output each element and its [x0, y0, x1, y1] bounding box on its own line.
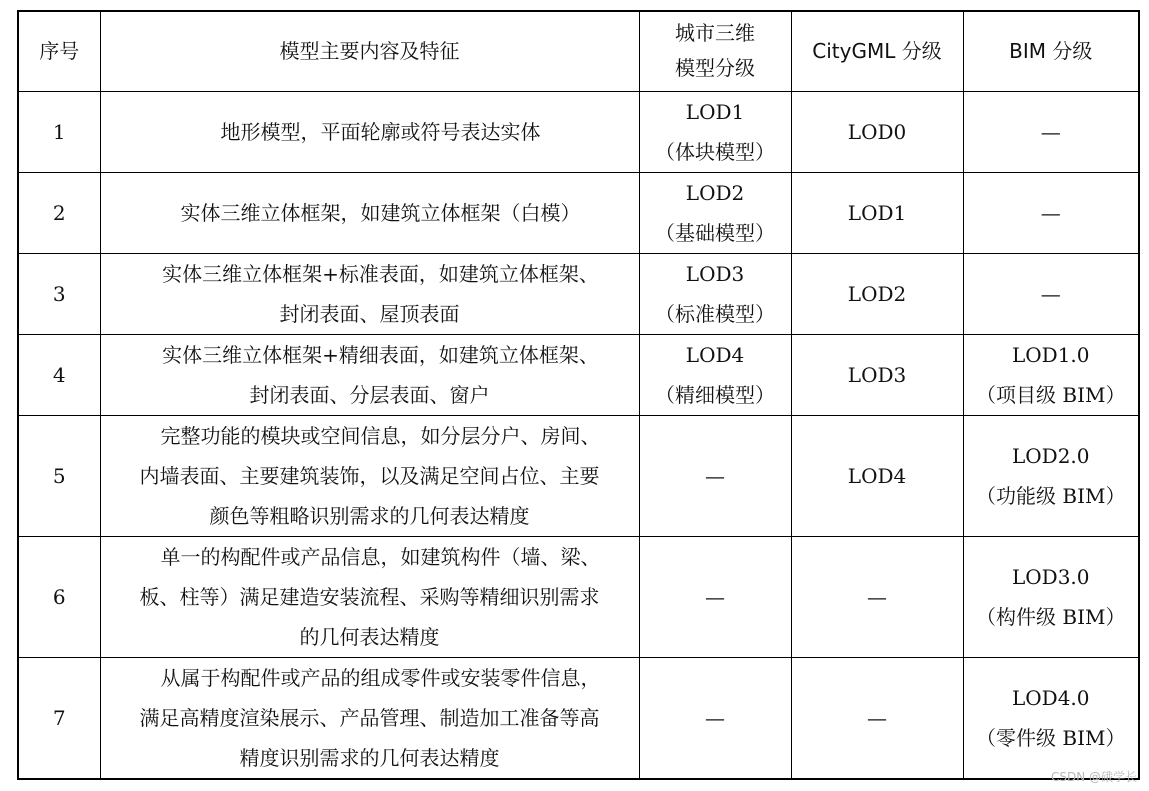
row-index-cell: 3: [18, 253, 100, 334]
row-city3d-cell: [639, 172, 791, 253]
header-index: 序号: [18, 11, 100, 91]
row-city3d-cell-line: （精细模型）: [655, 382, 775, 407]
row-citygml-cell: —: [791, 536, 963, 657]
header-content: 模型主要内容及特征: [100, 11, 639, 91]
content-line: 内墙表面、主要建筑装饰，以及满足空间占位、主要: [139, 463, 600, 488]
row-city3d-cell-line: LOD2: [685, 180, 745, 205]
table-row: [18, 91, 1139, 172]
content-line: 地形模型，平面轮廓或符号表达实体: [220, 119, 541, 144]
content-line: 的几何表达精度: [299, 624, 440, 649]
content-line: 封闭表面、屋顶表面: [279, 301, 460, 326]
row-content-cell: [100, 91, 639, 172]
row-bim-cell: [963, 334, 1139, 415]
header-city3d: [639, 11, 791, 91]
row-city3d-cell: [639, 91, 791, 172]
row-bim-cell-line: （项目级 BIM）: [976, 382, 1126, 407]
row-city3d-cell: —: [639, 657, 791, 779]
row-city3d-cell-line: （体块模型）: [655, 139, 775, 164]
row-bim-cell-line: （构件级 BIM）: [976, 604, 1126, 629]
row-bim-cell: —: [963, 253, 1139, 334]
header-city3d-line: 城市三维: [675, 21, 755, 46]
row-city3d-cell-line: （标准模型）: [655, 301, 775, 326]
row-city3d-cell-line: （基础模型）: [655, 220, 775, 245]
content-line: 满足高精度渲染展示、产品管理、制造加工准备等高: [139, 705, 600, 730]
row-content-cell: [100, 253, 639, 334]
content-line: 实体三维立体框架+精细表面，如建筑立体框架、: [162, 342, 599, 367]
row-bim-cell: —: [963, 91, 1139, 172]
content-line: 实体三维立体框架+标准表面，如建筑立体框架、: [162, 261, 599, 286]
row-city3d-cell: —: [639, 415, 791, 536]
row-citygml-cell: LOD3: [791, 334, 963, 415]
row-city3d-cell: [639, 334, 791, 415]
table-row: [18, 334, 1139, 415]
row-bim-cell-line: （功能级 BIM）: [976, 483, 1126, 508]
header-city3d-line: 模型分级: [675, 56, 755, 81]
row-content-cell: [100, 657, 639, 779]
row-index-cell: 5: [18, 415, 100, 536]
content-line: 从属于构配件或产品的组成零件或安装零件信息，: [160, 665, 601, 690]
row-content-cell: [100, 172, 639, 253]
content-line: 实体三维立体框架，如建筑立体框架（白模）: [180, 200, 581, 225]
header-row: [18, 11, 1139, 91]
row-citygml-cell: —: [791, 657, 963, 779]
row-city3d-cell-line: LOD1: [685, 99, 745, 124]
content-line: 颜色等粗略识别需求的几何表达精度: [209, 503, 530, 528]
row-city3d-cell: [639, 253, 791, 334]
header-bim: BIM 分级: [963, 11, 1139, 91]
row-city3d-cell-line: LOD3: [685, 261, 745, 286]
row-citygml-cell: LOD1: [791, 172, 963, 253]
lod-comparison-table: [17, 10, 1140, 780]
table-row: [18, 253, 1139, 334]
row-index-cell: 6: [18, 536, 100, 657]
row-bim-cell-line: LOD2.0: [1011, 443, 1090, 468]
row-bim-cell: [963, 657, 1139, 779]
table-row: [18, 657, 1139, 779]
row-content-cell: [100, 415, 639, 536]
row-city3d-cell: —: [639, 536, 791, 657]
row-bim-cell-line: （零件级 BIM）: [976, 725, 1126, 750]
row-citygml-cell: LOD4: [791, 415, 963, 536]
content-line: 板、柱等）满足建造安装流程、采购等精细识别需求: [139, 584, 600, 609]
row-content-cell: [100, 536, 639, 657]
content-line: 精度识别需求的几何表达精度: [239, 745, 500, 770]
content-line: 单一的构配件或产品信息，如建筑构件（墙、梁、: [160, 544, 601, 569]
row-bim-cell: [963, 415, 1139, 536]
content-line: 封闭表面、分层表面、窗户: [249, 382, 490, 407]
content-line: 完整功能的模块或空间信息，如分层分户、房间、: [160, 423, 601, 448]
row-index-cell: 4: [18, 334, 100, 415]
row-bim-cell: [963, 536, 1139, 657]
row-bim-cell-line: LOD3.0: [1011, 564, 1090, 589]
row-citygml-cell: LOD0: [791, 91, 963, 172]
row-index-cell: 2: [18, 172, 100, 253]
row-index-cell: 1: [18, 91, 100, 172]
watermark: CSDN @硪学长: [1050, 770, 1137, 784]
row-index-cell: 7: [18, 657, 100, 779]
row-bim-cell: —: [963, 172, 1139, 253]
row-bim-cell-line: LOD1.0: [1011, 342, 1090, 367]
row-city3d-cell-line: LOD4: [685, 342, 745, 367]
table-row: [18, 415, 1139, 536]
table-body: [18, 91, 1139, 779]
table-row: [18, 536, 1139, 657]
row-citygml-cell: LOD2: [791, 253, 963, 334]
table-row: [18, 172, 1139, 253]
row-content-cell: [100, 334, 639, 415]
header-citygml: CityGML 分级: [791, 11, 963, 91]
row-bim-cell-line: LOD4.0: [1011, 685, 1090, 710]
